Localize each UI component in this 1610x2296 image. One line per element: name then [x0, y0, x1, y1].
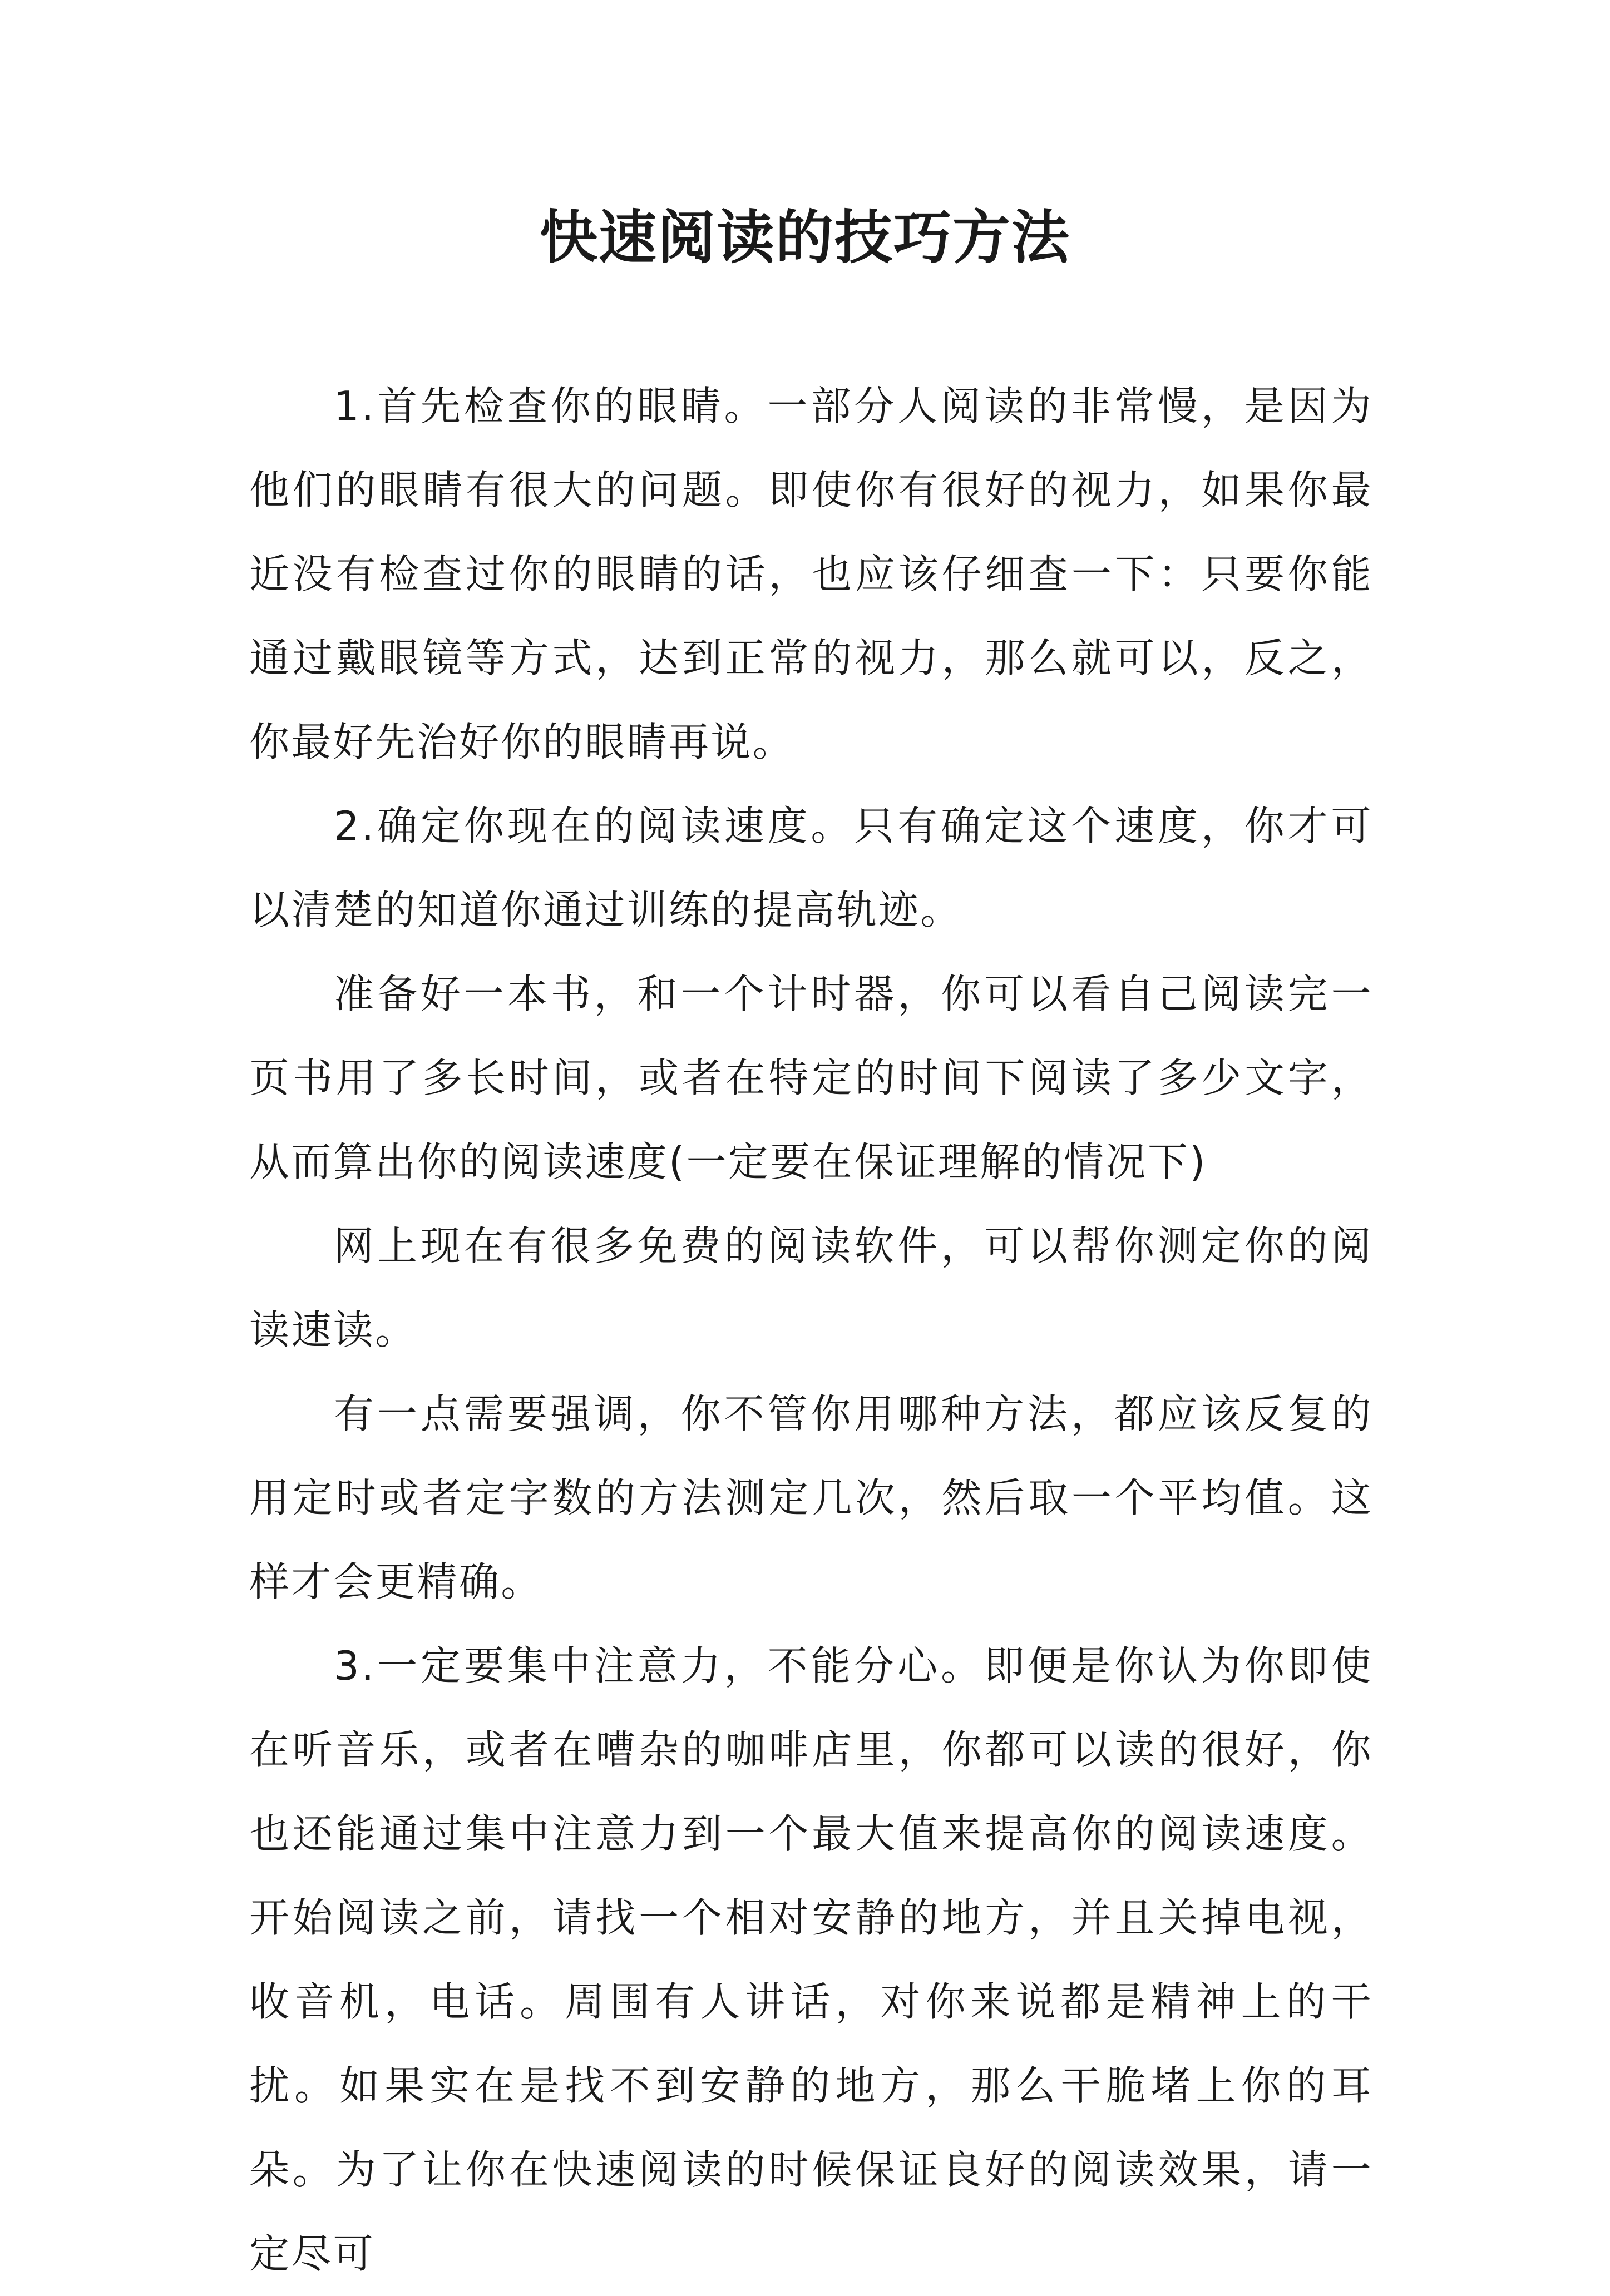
paragraph-concentrate: 3.一定要集中注意力，不能分心。即便是你认为你即使在听音乐，或者在嘈杂的咖啡店里，你都可以读的很好，你也还能通过集中注意力到一个最大值来提高你的阅读速度。开始阅读之前，请找一个相对安静的地方，并且关掉电视，收音机，电话。周围有人讲话，对你来说都是精神上的干扰。如果实在是找不到安静的地方，那么干脆堵上你的耳朵。为了让你在快速阅读的时候保证良好的阅读效果，请一定尽可 [249, 1642, 1373, 2277]
document-body [249, 364, 1373, 2296]
paragraph-reading-speed: 2.确定你现在的阅读速度。只有确定这个速度，你才可以清楚的知道你通过训练的提高轨迹。 [249, 803, 1373, 933]
paragraph-prepare-book-timer: 准备好一本书，和一个计时器，你可以看自己阅读完一页书用了多长时间，或者在特定的时间下阅读了多少文字，从而算出你的阅读速度(一定要在保证理解的情况下) [249, 971, 1373, 1185]
paragraph-online-software: 网上现在有很多免费的阅读软件，可以帮你测定你的阅读速读。 [249, 1223, 1373, 1353]
document-title: 快速阅读的技巧方法 [539, 203, 1070, 271]
paragraph-average-value: 有一点需要强调，你不管你用哪种方法，都应该反复的用定时或者定字数的方法测定几次，然后取一个平均值。这样才会更精确。 [249, 1391, 1373, 1605]
paragraph-check-eyes: 1.首先检查你的眼睛。一部分人阅读的非常慢，是因为他们的眼睛有很大的问题。即使你有很好的视力，如果你最近没有检查过你的眼睛的话，也应该仔细查一下：只要你能通过戴眼镜等方式，达到正常的视力，那么就可以，反之，你最好先治好你的眼睛再说。 [249, 383, 1373, 765]
